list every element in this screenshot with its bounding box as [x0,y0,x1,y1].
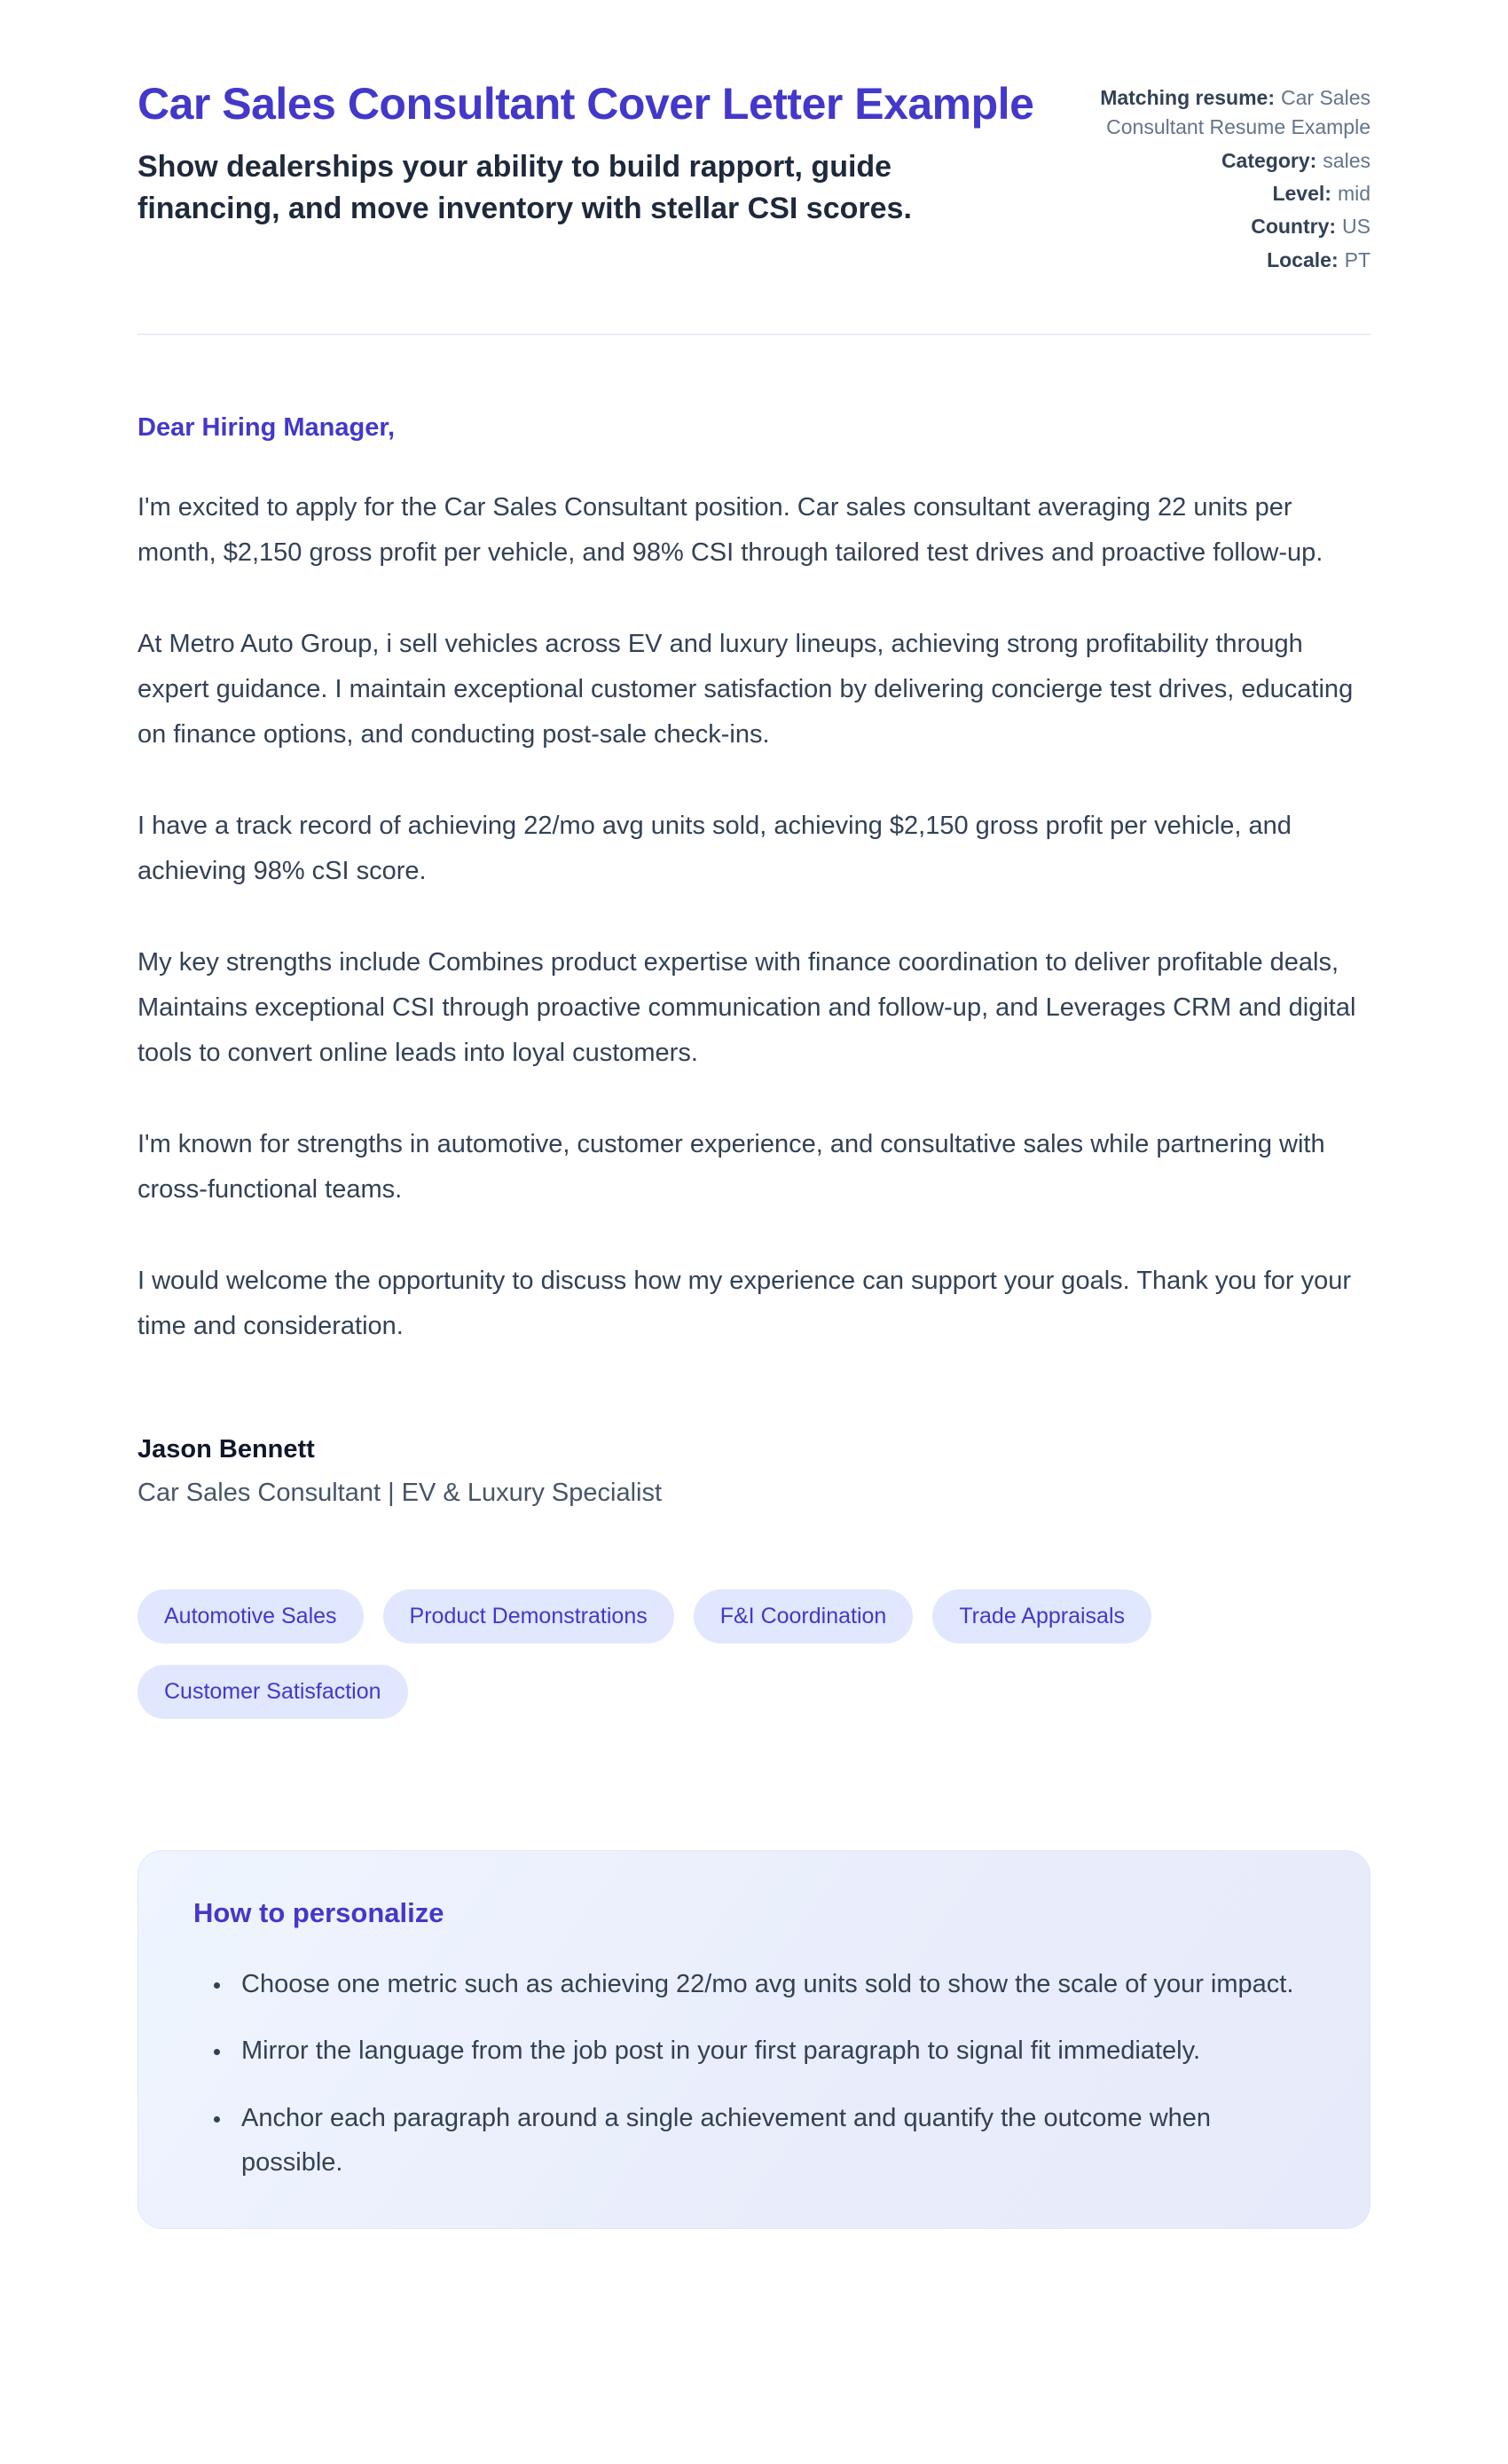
letter-paragraph: I'm known for strengths in automotive, customer experience, and consultative sales while partnering with cross-functional teams. [137,1130,1325,1205]
meta-label: Locale: [1267,247,1339,271]
callout-tip: • Anchor each paragraph around a single achievement and quantify the outcome when possible. [232,2097,1315,2185]
skill-tag: Automotive Sales [137,1589,364,1644]
skill-tag: Trade Appraisals [932,1589,1151,1644]
page-header [137,78,1371,279]
cover-letter-body [137,413,1371,1507]
meta-row-category [1078,146,1371,176]
meta-value: sales [1323,148,1371,172]
meta-label: Matching resume: [1100,86,1276,109]
meta-value: Car Sales Consultant Resume Example [1106,86,1371,139]
how-to-personalize-callout [137,1850,1371,2230]
header-divider [137,334,1371,335]
skill-tag: Customer Satisfaction [137,1665,408,1719]
skill-tag-list [137,1589,1371,1719]
meta-label: Category: [1221,148,1317,172]
resume-meta-block [1078,78,1371,279]
signature-name: Jason Bennett [137,1434,315,1463]
skill-tag: F&I Coordination [694,1589,914,1644]
callout-tip: • Mirror the language from the job post in your first paragraph to signal fit immediately. [232,2029,1315,2074]
page-subtitle: Show dealerships your ability to build rapport, guide financing, and move inventory with stellar CSI scores. [137,150,912,225]
letter-paragraph: My key strengths include Combines product expertise with finance coordination to deliver profitable deals, Maintains exceptional CSI through proactive communication and follow-up, and Leverages CRM and digital tools to convert online leads into loyal customers. [137,948,1356,1068]
meta-label: Country: [1251,215,1337,239]
meta-value: mid [1337,182,1371,206]
letter-paragraph: I would welcome the opportunity to discuss how my experience can support your goals. Thank you for your time and consideration. [137,1267,1352,1341]
meta-row-locale [1078,246,1371,275]
signature-block [137,1435,1371,1508]
header-title-block [137,78,1042,230]
meta-row-country [1078,212,1371,241]
salutation: Dear Hiring Manager, [137,413,396,443]
meta-value: US [1342,215,1371,239]
meta-row-level [1078,179,1371,208]
letter-paragraph: I have a track record of achieving 22/mo avg units sold, achieving $2,150 gross profit per vehicle, and achieving 98% cSI score. [137,812,1292,886]
page-title: Car Sales Consultant Cover Letter Example [137,79,1034,129]
signature-role: Car Sales Consultant | EV & Luxury Specialist [137,1478,663,1507]
letter-paragraph: At Metro Auto Group, i sell vehicles across EV and luxury lineups, achieving strong profitability through expert guidance. I maintain exceptional customer satisfaction by delivering concierge test drives, educating on finance options, and conducting post-sale check-ins. [137,630,1354,749]
skill-tag: Product Demonstrations [383,1589,674,1644]
meta-row-matching-resume [1078,83,1371,143]
letter-paragraph: I'm excited to apply for the Car Sales Consultant position. Car sales consultant averaging 22 units per month, $2,150 gross profit per vehicle, and 98% CSI through tailored test drives and proactive follow-up. [137,493,1323,568]
meta-value: PT [1344,247,1371,271]
meta-label: Level: [1272,182,1331,206]
callout-tip: • Choose one metric such as achieving 22/mo avg units sold to show the scale of your impact. [232,1963,1315,2007]
callout-title: How to personalize [193,1896,444,1928]
callout-tip-list [193,1963,1315,2186]
